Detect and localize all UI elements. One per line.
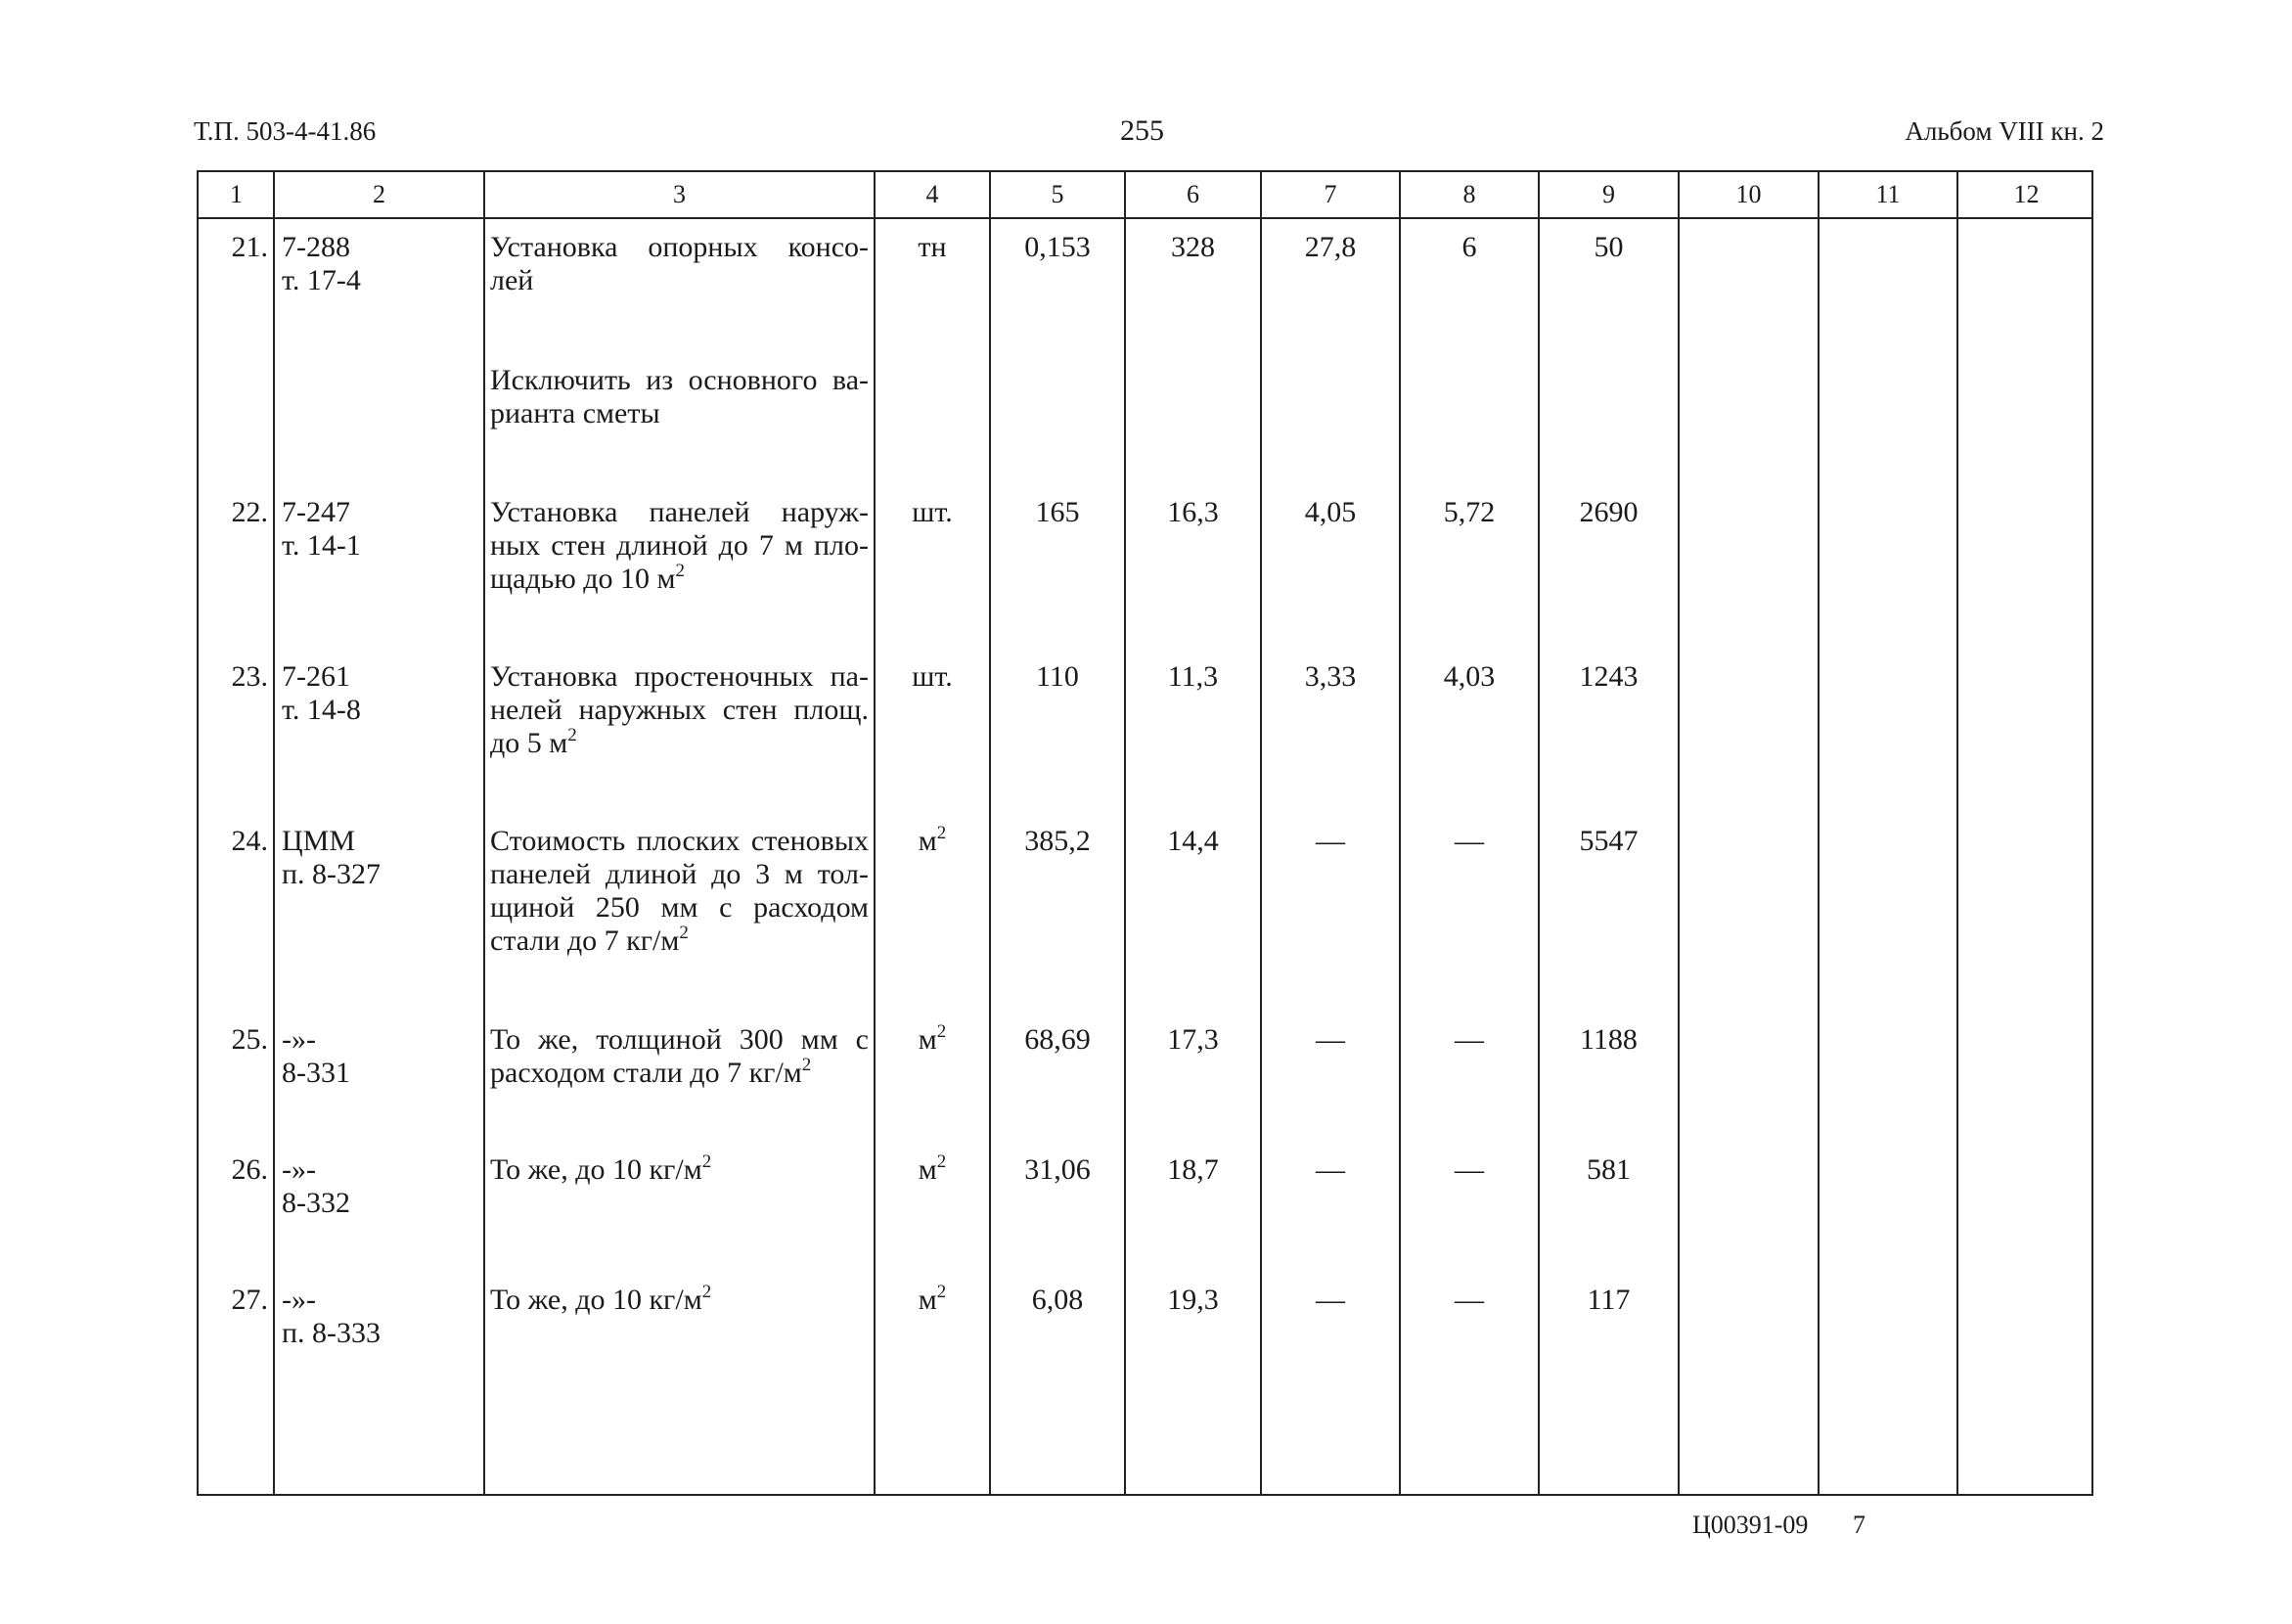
row-norm-code (282, 1284, 476, 1350)
column-number-5: 5 (1051, 180, 1064, 208)
description-line: щадью до 10 $м^2$ (490, 561, 686, 595)
row-wage-cost: — (1316, 1153, 1345, 1186)
column-separator (1124, 172, 1126, 1494)
column-number-9: 9 (1602, 180, 1615, 208)
footer-sheet-number: 7 (1853, 1511, 1865, 1539)
column-separator (1956, 172, 1958, 1494)
row-quantity: 0,153 (1024, 231, 1091, 263)
norm-code-line: т. 14-8 (282, 694, 361, 726)
row-quantity: 385,2 (1024, 825, 1091, 857)
description-line: Установка простеночных па- (490, 660, 869, 693)
column-separator (1678, 172, 1680, 1494)
norm-code-line: 8-331 (282, 1057, 350, 1089)
column-number-6: 6 (1187, 180, 1199, 208)
row-unit-cost: 19,3 (1167, 1284, 1219, 1316)
row-quantity: 165 (1035, 496, 1080, 528)
norm-code-line: п. 8-333 (282, 1317, 382, 1349)
row-unit: $м^2$ (918, 1151, 947, 1186)
column-number-8: 8 (1462, 180, 1476, 208)
row-item-number: 25. (231, 1023, 268, 1056)
norm-code-line: 8-332 (282, 1187, 350, 1219)
column-separator (1538, 172, 1540, 1494)
row-unit: шт. (912, 660, 953, 693)
row-unit-cost: 14,4 (1167, 825, 1219, 857)
row-unit-cost: 17,3 (1167, 1023, 1219, 1056)
row-item-number: 23. (231, 660, 268, 693)
description-line: То же, толщиной 300 мм с (490, 1023, 869, 1056)
description-line: панелей длиной до 3 м тол- (490, 858, 869, 890)
column-separator (989, 172, 991, 1494)
row-item-number: 24. (231, 825, 268, 857)
norm-code-line: т. 17-4 (282, 264, 361, 296)
row-unit: тн (918, 231, 947, 263)
row-item-number: 21. (231, 231, 268, 263)
description-line: лей (490, 264, 534, 296)
row-quantity: 110 (1036, 660, 1079, 693)
description-line: Установка опорных консо- (490, 231, 869, 263)
column-number-11: 11 (1875, 180, 1901, 208)
description-line: Установка панелей наруж- (490, 496, 869, 528)
row-total-cost: 1243 (1579, 660, 1639, 693)
row-quantity: 31,06 (1024, 1153, 1091, 1186)
row-norm-code (282, 231, 476, 297)
row-wage-cost: 4,05 (1304, 496, 1357, 528)
row-norm-code (282, 1153, 476, 1220)
row-total-cost: 1188 (1580, 1023, 1638, 1056)
row-work-description (490, 364, 869, 430)
norm-code-line: -»- (282, 1153, 316, 1186)
column-separator (483, 172, 485, 1494)
row-unit: $м^2$ (918, 823, 947, 857)
row-work-description (490, 1284, 869, 1317)
row-work-description (490, 825, 869, 958)
row-total-cost: 581 (1587, 1153, 1631, 1186)
row-total-cost: 2690 (1579, 496, 1639, 528)
column-separator (1818, 172, 1820, 1494)
row-work-description (490, 660, 869, 760)
row-machine-cost: — (1455, 1023, 1484, 1056)
norm-code-line: п. 8-327 (282, 858, 382, 890)
row-quantity: 68,69 (1024, 1023, 1091, 1056)
row-wage-cost: — (1316, 1023, 1345, 1056)
description-line: Стоимость плоских стеновых (490, 825, 869, 857)
column-number-12: 12 (2013, 180, 2040, 208)
row-wage-cost: 27,8 (1304, 231, 1357, 263)
description-line: Исключить из основного ва- (490, 364, 869, 396)
row-work-description (490, 1023, 869, 1090)
norm-code-line: 7-288 (282, 231, 350, 263)
row-work-description (490, 496, 869, 596)
estimate-table (197, 170, 2093, 1496)
row-unit-cost: 18,7 (1167, 1153, 1219, 1186)
row-unit: $м^2$ (918, 1282, 947, 1316)
norm-code-line: т. 14-1 (282, 529, 361, 562)
row-unit: $м^2$ (918, 1021, 947, 1056)
footer-document-code: Ц00391-09 (1692, 1511, 1809, 1539)
row-total-cost: 5547 (1579, 825, 1639, 857)
description-line: стали до 7 $кг/м^2$ (490, 923, 689, 957)
row-quantity: 6,08 (1031, 1284, 1084, 1316)
column-number-2: 2 (373, 180, 385, 208)
description-line: щиной 250 мм с расходом (490, 891, 869, 924)
page-number: 255 (1120, 114, 1164, 147)
norm-code-line: 7-261 (282, 660, 350, 693)
description-line: рианта сметы (490, 397, 660, 429)
description-line: расходом стали до 7 $кг/м^2$ (490, 1055, 812, 1089)
description-line: То же, до 10 $кг/м^2$ (490, 1151, 712, 1186)
row-machine-cost: — (1455, 825, 1484, 857)
row-total-cost: 117 (1587, 1284, 1631, 1316)
column-separator (874, 172, 876, 1494)
row-machine-cost: 5,72 (1443, 496, 1496, 528)
album-reference: Альбом VIII кн. 2 (1905, 116, 2104, 146)
row-norm-code (282, 660, 476, 727)
row-unit: шт. (912, 496, 953, 528)
column-number-10: 10 (1735, 180, 1762, 208)
row-unit-cost: 11,3 (1167, 660, 1219, 693)
column-separator (1260, 172, 1262, 1494)
row-work-description (490, 231, 869, 297)
row-item-number: 26. (231, 1153, 268, 1186)
row-machine-cost: 6 (1461, 231, 1477, 263)
norm-code-line: -»- (282, 1284, 316, 1316)
row-norm-code (282, 1023, 476, 1090)
row-item-number: 22. (231, 496, 268, 528)
description-line: нелей наружных стен площ. (490, 694, 869, 726)
description-line: ных стен длиной до 7 м пло- (490, 529, 869, 562)
row-machine-cost: — (1455, 1284, 1484, 1316)
column-separator (273, 172, 275, 1494)
column-number-1: 1 (230, 180, 243, 208)
row-wage-cost: — (1316, 1284, 1345, 1316)
document-code: Т.П. 503-4-41.86 (194, 116, 377, 146)
row-norm-code (282, 496, 476, 563)
row-unit-cost: 16,3 (1167, 496, 1219, 528)
row-wage-cost: 3,33 (1304, 660, 1357, 693)
column-number-3: 3 (673, 180, 686, 208)
norm-code-line: ЦММ (282, 825, 356, 857)
norm-code-line: 7-247 (282, 496, 350, 528)
norm-code-line: -»- (282, 1023, 316, 1056)
row-total-cost: 50 (1594, 231, 1624, 263)
row-machine-cost: 4,03 (1443, 660, 1496, 693)
row-machine-cost: — (1455, 1153, 1484, 1186)
description-line: То же, до 10 $кг/м^2$ (490, 1282, 712, 1316)
row-item-number: 27. (231, 1284, 268, 1316)
column-number-4: 4 (925, 180, 939, 208)
row-wage-cost: — (1316, 825, 1345, 857)
row-norm-code (282, 825, 476, 891)
description-line: до 5 $м^2$ (490, 725, 577, 759)
column-separator (1399, 172, 1401, 1494)
row-work-description (490, 1153, 869, 1187)
row-unit-cost: 328 (1171, 231, 1215, 263)
column-number-7: 7 (1324, 180, 1337, 208)
